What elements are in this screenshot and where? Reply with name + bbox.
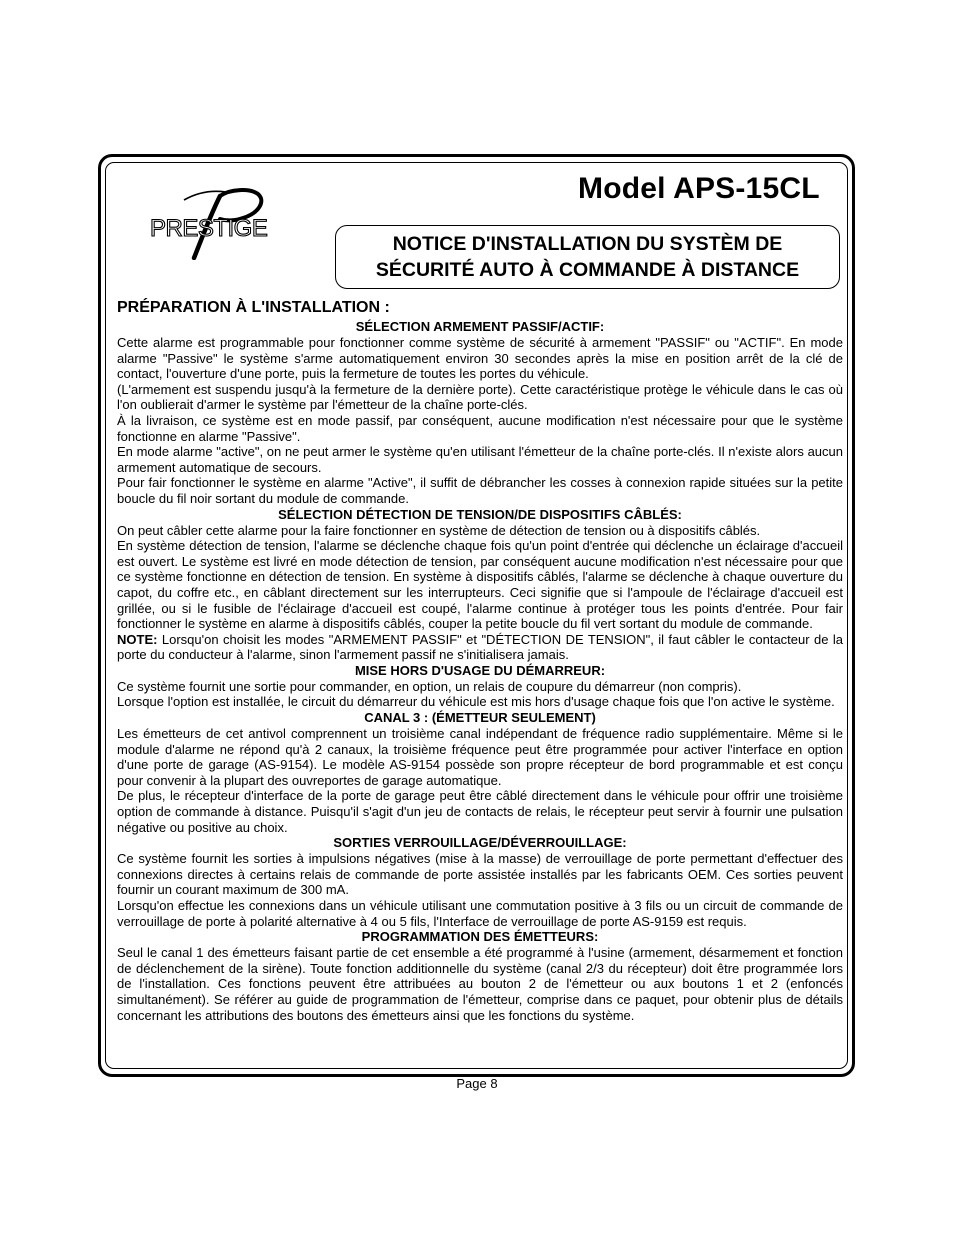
notice-title-box [335,225,840,289]
notice-title-line-2: SÉCURITÉ AUTO À COMMANDE À DISTANCE [375,259,800,281]
section-title: MISE HORS D'USAGE DU DÉMARREUR: [354,662,606,678]
note-label: NOTE: [117,631,158,647]
paragraph: Ce système fournit une sortie pour commander, en option, un relais de coupure du démarreur (non compris). [117,678,742,694]
section-verrouillage [117,835,843,929]
section-title: CANAL 3 : (ÉMETTEUR SEULEMENT) [364,710,596,726]
section-title: SÉLECTION ARMEMENT PASSIF/ACTIF: [355,319,605,334]
section-title: SÉLECTION DÉTECTION DE TENSION/DE DISPOSITIFS CÂBLÉS: [278,506,682,522]
paragraph: Pour fair fonctionner le système en alarme "Active", il suffit de débrancher les cosses à connexion rapide situées sur la petite boucle du fil noir sortant du module de commande. [117,475,843,506]
prestige-logo [146,186,302,260]
main-heading: PRÉPARATION À L'INSTALLATION : [117,299,390,316]
paragraph: De plus, le récepteur d'interface de la porte de garage peut être câblé directement dans le véhicule pour offrir une troisième option de commande à distance. Puisqu'il s'agit d'un jeu de contacts de relais, le récepteur peut servir à fournir une pulsation négative ou positive au choix. [117,788,843,835]
paragraph: À la livraison, ce système est en mode passif, par conséquent, aucune modification n'est nécessaire pour que le système fonctionne en alarme "Passive". [117,412,843,444]
paragraph: En mode alarme "active", on ne peut armer le système qu'en utilisant l'émetteur de la chaîne porte-clés. Il n'existe alors aucun armement automatique de secours. [117,444,843,475]
model-title: Model APS-15CL [578,172,820,205]
paragraph: Lorsque l'option est installée, le circuit du démarreur du véhicule est mis hors d'usage chaque fois que l'on active le système. [117,694,835,710]
document-body [117,298,843,1023]
paragraph: Les émetteurs de cet antivol comprennent un troisième canal indépendant de fréquence radio supplémentaire. Même si le module d'alarme ne répond qu'à 2 canaux, la troisième fréquence peut être programmée pour activer l'interface en option d'une porte de garage (AS-9154). Le modèle AS-9154 possède son propre récepteur de bord programmable et est conçu pour convenir à la plupart des ouvreportes de garage automatique. [117,726,843,788]
section-armement [117,319,843,507]
section-title: SORTIES VERROUILLAGE/DÉVERROUILLAGE: [333,835,627,851]
section-title: PROGRAMMATION DES ÉMETTEURS: [361,929,599,945]
paragraph: On peut câbler cette alarme pour la faire fonctionner en système de détection de tension ou à dispositifs câblés. [117,522,761,538]
section-canal-3 [117,710,843,835]
paragraph: Lorsqu'on effectue les connexions dans un véhicule utilisant une commutation positive à 3 fils ou un circuit de commande de verrouillage de porte à polarité alternative à 4 ou 5 fils, l'Interface de verrouillage de porte AS-9159 est requis. [117,898,843,929]
paragraph: En système détection de tension, l'alarme se déclenche chaque fois qu'un point d'entrée qui déclenche un éclairage d'accueil est ouvert. Le système est livré en mode détection de tension, par conséquent aucune modification n'est nécessaire pour que ce système fonctionne en détection de tension. En système à dispositifs câblés, l'alarme se déclenche à chaque ouverture du capot, du coffre etc., en câblant directement sur les interrupteurs. Ceci signifie que si l'ampoule de l'éclairage d'accueil est grillée, ou si le fusible de l'éclairage d'accueil est coupé, l'alarme continue à protéger tous les points d'entrée. Pour fair fonctionner le système en alarme à dispositifs câblés, couper la petite boucle du fil vert sortant du module de commande. [117,538,843,632]
section-demarreur [117,663,843,710]
page-number: Page 8 [456,1076,498,1091]
notice-title-line-1: NOTICE D'INSTALLATION DU SYSTÈM DE [392,233,783,255]
paragraph: Cette alarme est programmable pour fonctionner comme système de sécurité à armement "PASSIF" ou "ACTIF". En mode alarme "Passive" le système s'arme automatiquement environ 30 secondes après la mise en position arrêt de la clé de contact, l'ouverture d'une porte, puis la fermeture de toutes les portes du véhicule. [117,335,843,382]
brand-wordmark: PRESTIGE [150,215,268,242]
note-text: Lorsqu'on choisit les modes "ARMEMENT PASSIF" et "DÉTECTION DE TENSION", il faut câbler le contacteur de la porte du conducteur à l'alarme, sinon l'armement passif ne s'initialisera jamais. [117,631,843,663]
paragraph: (L'armement est suspendu jusqu'à la fermeture de la dernière porte). Cette caractéristique protège le véhicule dans le cas où l'on oublierait d'armer le système par l'émetteur de la chaîne porte-clés. [117,381,843,413]
section-programmation [117,929,843,1023]
note-paragraph [117,632,843,663]
paragraph: Ce système fournit les sorties à impulsions négatives (mise à la masse) de verrouillage de porte permettant d'effectuer des connexions directes à certains relais de commande de porte assistée installés par les fabricants OEM. Ces sorties peuvent fournir un courant maximum de 300 mA. [117,851,843,898]
paragraph: Seul le canal 1 des émetteurs faisant partie de cet ensemble a été programmé à l'usine (armement, désarmement et fonction de déclenchement de la sirène). Toute fonction additionnelle du système (canal 2/3 du récepteur) doit être programmée lors de l'installation. Ces fonctions peuvent être attribuées au bouton 2 de l'émetteur ou aux boutons 1 et 2 (enfoncés simultanément). Se référer au guide de programmation de l'émetteur, comprise dans ce paquet, pour obtenir plus de détails concernant les attributions des boutons des émetteurs ainsi que les fonctions du système. [117,945,843,1023]
section-detection [117,507,843,663]
